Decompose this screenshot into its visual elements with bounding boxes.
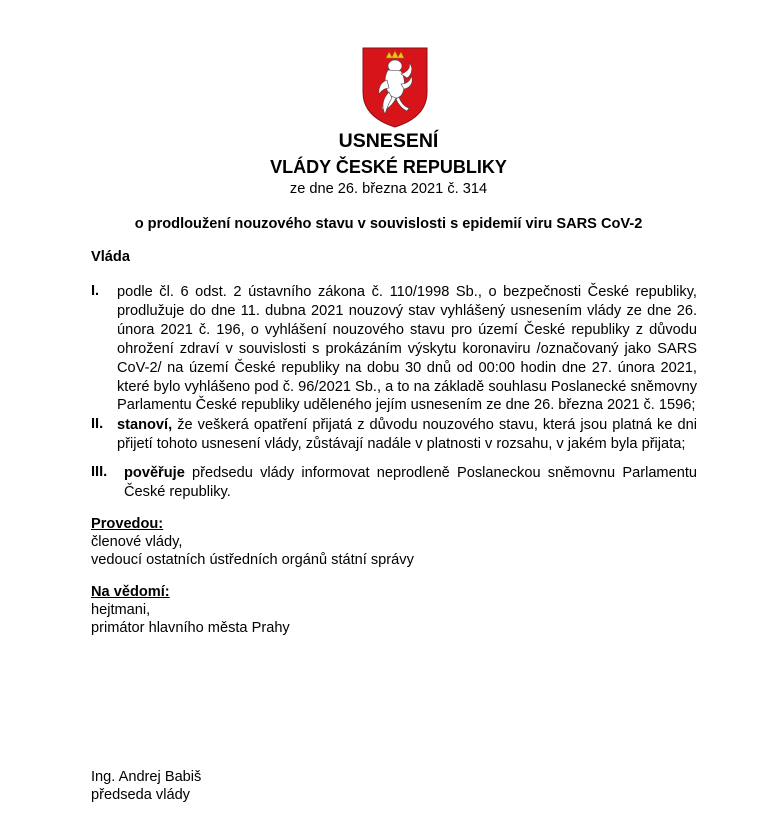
provedou-line: členové vlády,	[91, 534, 183, 550]
resolution-item-1	[91, 283, 697, 415]
document-subtitle: VLÁDY ČESKÉ REPUBLIKY	[270, 157, 507, 177]
signatory-role: předseda vlády	[91, 787, 190, 803]
item-number: I.	[91, 283, 100, 299]
na-vedomi-heading: Na vědomí:	[91, 584, 170, 600]
item-text: předsedu vlády informovat neprodleně Poslaneckou sněmovnu Parlamentu České republiky.	[124, 465, 697, 500]
item-lead-verb: pověřuje	[124, 465, 185, 481]
na-vedomi-line: hejtmani,	[91, 602, 151, 618]
item-lead-verb: stanoví,	[117, 417, 173, 433]
provedou-line: vedoucí ostatních ústředních orgánů státní správy	[91, 552, 414, 568]
item-text: že veškerá opatření přijatá z důvodu nouzového stavu, která jsou platná ke dni přijetí tohoto usnesení vlády, zůstávají nadále v platnosti v rozsahu, v jakém byla přijata;	[117, 417, 697, 452]
signatory-name: Ing. Andrej Babiš	[91, 769, 202, 785]
provedou-heading: Provedou:	[91, 516, 164, 532]
document-title: USNESENÍ	[338, 130, 439, 152]
item-number: II.	[91, 416, 104, 432]
intro-vlada: Vláda	[91, 249, 130, 265]
na-vedomi-line: primátor hlavního města Prahy	[91, 620, 290, 636]
item-text: podle čl. 6 odst. 2 ústavního zákona č. 110/1998 Sb., o bezpečnosti České republiky, prodlužuje do dne 11. dubna 2021 nouzový stav vyhlášený usnesením vlády ze dne 26. února 2021 č. 196, o vyhlášení nouzového stavu pro území České republiky z důvodu ohrožení zdraví v souvislosti s prokázáním výskytu koronaviru /označovaný jako SARS CoV-2/ na území České republiky na dobu 30 dnů od 00:00 hodin dne 27. února 2021, které bylo vyhlášeno pod č. 96/2021 Sb., a to na základě souhlasu Poslanecké sněmovny Parlamentu České republiky uděleného jejím usnesením ze dne 26. března 2021 č. 1596;	[117, 284, 697, 414]
resolution-date-number: ze dne 26. března 2021 č. 314	[289, 181, 488, 197]
czech-coat-of-arms-icon	[361, 46, 429, 128]
resolution-item-3	[91, 464, 697, 502]
resolution-item-2	[91, 416, 697, 454]
resolution-subject: o prodloužení nouzového stavu v souvislosti s epidemií viru SARS CoV-2	[134, 216, 643, 232]
item-number: III.	[91, 464, 108, 480]
